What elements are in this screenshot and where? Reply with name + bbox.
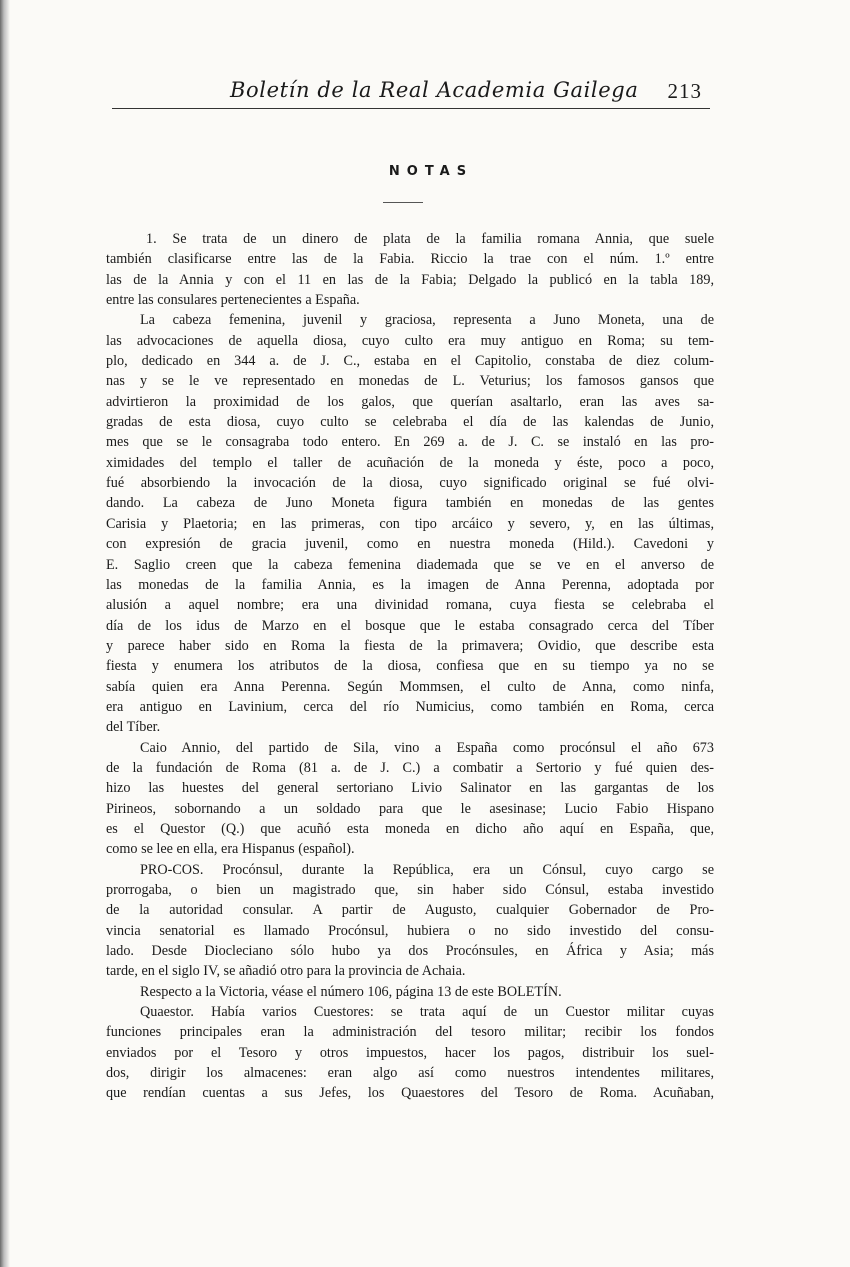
text-line: Caio Annio, del partido de Sila, vino a España como procónsul el año 673 bbox=[140, 739, 714, 756]
text-line: de la fundación de Roma (81 a. de J. C.) a combatir a Sertorio y fué quien des- bbox=[106, 759, 714, 776]
text-line: plo, dedicado en 344 a. de J. C., estaba en el Capitolio, constaba de diez colum- bbox=[106, 353, 714, 370]
paragraph bbox=[106, 1002, 714, 1104]
paragraph bbox=[106, 860, 714, 982]
text-line: PRO-COS. Procónsul, durante la República, era un Cónsul, cuyo cargo se bbox=[140, 861, 714, 878]
paragraph bbox=[106, 982, 714, 1002]
text-line: funciones principales eran la administración del tesoro militar; recibir los fondos bbox=[106, 1024, 714, 1041]
notes-body bbox=[106, 229, 714, 1104]
text-line: entre las consulares pertenecientes a España. bbox=[106, 292, 360, 309]
text-line: Quaestor. Había varios Cuestores: se trata aquí de un Cuestor militar cuyas bbox=[140, 1004, 714, 1021]
text-line: las de la Annia y con el 11 en las de la Fabia; Delgado la publicó en la tabla 189, bbox=[106, 271, 714, 288]
paragraph bbox=[106, 738, 714, 860]
text-line: 1. Se trata de un dinero de plata de la familia romana Annia, que suele bbox=[146, 231, 714, 247]
text-line: era antiguo en Lavinium, cerca del río Numicius, como también en Roma, cerca bbox=[106, 698, 714, 715]
section-title: NOTAS bbox=[388, 164, 474, 179]
text-line: del Tíber. bbox=[106, 719, 161, 736]
text-line: Pirineos, sobornando a un soldado para que le asesinase; Lucio Fabio Hispano bbox=[106, 800, 714, 817]
text-line: con expresión de gracia juvenil, como en nuestra moneda (Hild.). Cavedoni y bbox=[106, 536, 714, 553]
text-line: día de los idus de Marzo en el bosque que le estaba consagrado cerca del Tíber bbox=[106, 617, 714, 634]
running-title: Boletín de la Real Academia Gailega bbox=[230, 78, 639, 102]
text-line: dando. La cabeza de Juno Moneta figura también en monedas de las gentes bbox=[106, 495, 714, 512]
page-header bbox=[112, 74, 710, 109]
text-line: como se lee en ella, era Hispanus (español). bbox=[106, 841, 355, 858]
text-line: fiesta y enumera los atributos de la diosa, confiesa que en su tiempo ya no se bbox=[106, 658, 714, 675]
text-line: lado. Desde Diocleciano sólo hubo ya dos Procónsules, en África y Asia; más bbox=[106, 943, 714, 960]
paragraph bbox=[106, 229, 714, 310]
text-line: dos, dirigir los almacenes: eran algo así como nuestros intendentes militares, bbox=[106, 1065, 714, 1082]
text-line: fué absorbiendo la invocación de la diosa, cuyo significado original se fué olvi- bbox=[106, 475, 714, 492]
text-line: es el Questor (Q.) que acuñó esta moneda en dicho año aquí en España, que, bbox=[106, 820, 714, 837]
text-line: Respecto a la Victoria, véase el número 106, página 13 de este BOLETÍN. bbox=[140, 983, 562, 1000]
paragraph bbox=[106, 310, 714, 737]
text-line: hizo las huestes del general sertoriano Livio Salinator en las gargantas de los bbox=[106, 780, 714, 797]
text-line: de la autoridad consular. A partir de Augusto, cualquier Gobernador de Pro- bbox=[106, 902, 714, 919]
text-line: alusión a aquel nombre; era una divinidad romana, cuya fiesta se celebraba el bbox=[106, 597, 714, 614]
title-rule bbox=[383, 202, 423, 203]
text-line: vincia senatorial es llamado Procónsul, hubiera o no sido investido del consu- bbox=[106, 922, 714, 939]
text-line: tarde, en el siglo IV, se añadió otro para la provincia de Achaia. bbox=[106, 963, 466, 980]
text-line: Carisia y Plaetoria; en las primeras, con tipo arcáico y severo, y, en las últimas, bbox=[106, 515, 714, 532]
text-line: gradas de esta diosa, cuyo culto se celebraba el día de las kalendas de Junio, bbox=[106, 414, 714, 431]
text-line: La cabeza femenina, juvenil y graciosa, representa a Juno Moneta, una de bbox=[140, 312, 714, 329]
text-line: y parece haber sido en Roma la fiesta de la primavera; Ovidio, que describe esta bbox=[106, 637, 714, 654]
page-number: 213 bbox=[667, 79, 702, 103]
text-line: las advocaciones de aquella diosa, cuyo culto era muy antiguo en Roma; su tem- bbox=[106, 332, 714, 349]
text-line: E. Saglio creen que la cabeza femenina diademada que se ve en el anverso de bbox=[106, 556, 714, 573]
text-line: también clasificarse entre las de la Fabia. Riccio la trae con el núm. 1.º entre bbox=[106, 251, 714, 268]
text-line: enviados por el Tesoro y otros impuestos, hacer los pagos, distribuir los suel- bbox=[106, 1044, 714, 1061]
text-line: sabía quien era Anna Perenna. Según Mommsen, el culto de Anna, como ninfa, bbox=[106, 678, 714, 695]
text-line: advirtieron la proximidad de los galos, que querían asaltarlo, eran las aves sa- bbox=[106, 393, 714, 410]
text-line: las monedas de la familia Annia, es la imagen de Anna Perenna, adoptada por bbox=[106, 576, 714, 593]
text-line: prorrogaba, o bien un magistrado que, sin haber sido Cónsul, estaba investido bbox=[106, 882, 714, 898]
text-line: ximidades del templo el taller de acuñación de la moneda y éste, poco a poco, bbox=[106, 454, 714, 471]
page-edge-shadow bbox=[0, 0, 10, 1267]
text-line: nas y se le ve representado en monedas de L. Veturius; los famosos gansos que bbox=[106, 373, 714, 390]
text-line: mes que se le consagraba todo entero. En 269 a. de J. C. se instaló en las pro- bbox=[106, 434, 714, 451]
text-line: que rendían cuentas a sus Jefes, los Quaestores del Tesoro de Roma. Acuñaban, bbox=[106, 1085, 714, 1102]
